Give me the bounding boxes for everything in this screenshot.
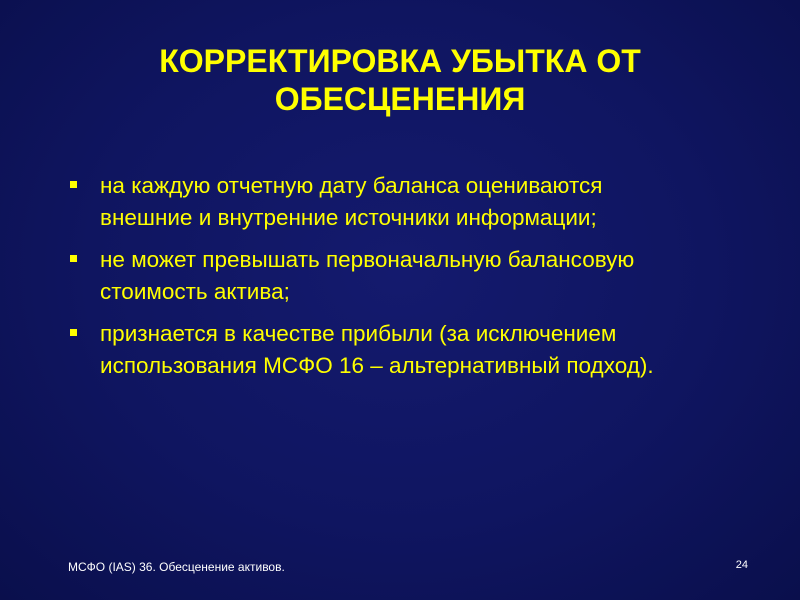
bullet-line: использования МСФО 16 – альтернативный подход).	[100, 353, 654, 378]
slide-title-line-2: ОБЕСЦЕНЕНИЯ	[274, 81, 526, 117]
square-bullet-icon	[70, 181, 77, 188]
bullet-line: признается в качестве прибыли (за исключением	[100, 321, 617, 346]
bullet-list	[66, 170, 766, 392]
bullet-item	[66, 244, 766, 308]
bullet-line: на каждую отчетную дату баланса оцениваются	[100, 173, 603, 198]
bullet-line: стоимость актива;	[100, 279, 290, 304]
bullet-item	[66, 170, 766, 234]
bullet-item	[66, 318, 766, 382]
bullet-line: не может превышать первоначальную балансовую	[100, 247, 635, 272]
square-bullet-icon	[70, 329, 77, 336]
bullet-line: внешние и внутренние источники информации;	[100, 205, 597, 230]
page-number: 24	[735, 559, 748, 571]
slide-title	[80, 42, 720, 118]
slide-title-line-1: КОРРЕКТИРОВКА УБЫТКА ОТ	[159, 43, 641, 79]
slide-footer: МСФО (IAS) 36. Обесценение активов.	[68, 560, 285, 574]
square-bullet-icon	[70, 255, 77, 262]
